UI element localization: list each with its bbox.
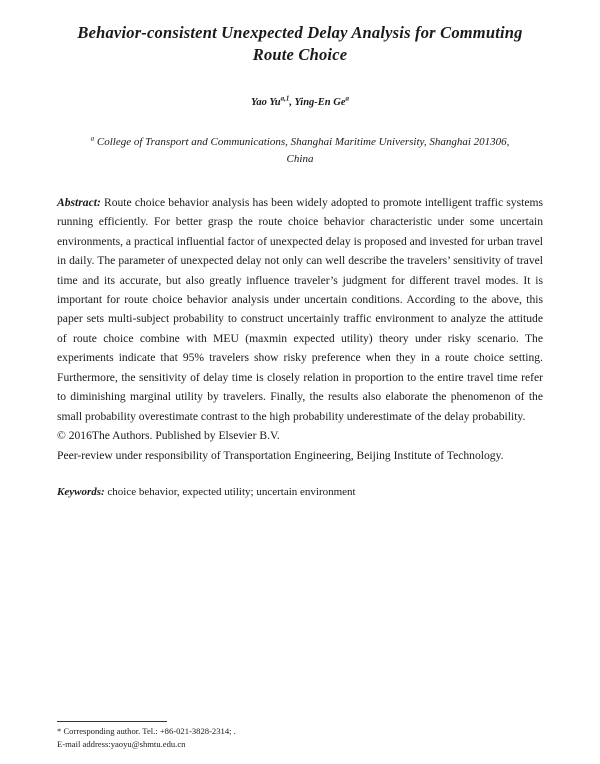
keywords-label: Keywords: xyxy=(57,486,105,499)
corresponding-author-note: * Corresponding author. Tel.: +86-021-3828-2314; . xyxy=(57,726,236,737)
affiliation-line xyxy=(57,134,543,168)
copyright-line: © 2016The Authors. Published by Elsevier B.V. xyxy=(57,429,280,443)
paper-title: Behavior-consistent Unexpected Delay Analysis for Commuting Route Choice xyxy=(77,23,523,65)
author-separator: , xyxy=(289,96,295,108)
footnote-divider xyxy=(57,721,167,722)
author-1-name: Yao Yu xyxy=(250,96,281,108)
author-2-name: Ying-En Ge xyxy=(294,96,346,108)
author-1-affiliation-mark: a,1 xyxy=(280,94,290,103)
abstract-body: Route choice behavior analysis has been widely adopted to promote intelligent traffic systems running efficiently. For better grasp the route choice behavior characteristic under some uncertain environments, a practical influential factor of unexpected delay is proposed and invested for urban travel in daily. The parameter of unexpected delay not only can well describe the travelers’ sensitivity of travel time and its accurate, but also greatly influence traveler’s judgment for different travel modes. It is important for route choice behavior analysis under uncertain conditions. According to the above, this paper sets multi-subject probability to construct uncertainly traffic environment to analyze the attitude of route choice combine with MEU (maxmin expected utility) theory under risky scenario. The experiments indicate that 95% travelers show risky preference when they in a route choice setting. Furthermore, the sensitivity of delay time is closely relation in proportion to the entire travel time refer to diminishing marginal utility by travelers. Finally, the results also elaborate the phenomenon of the small probability overestimate contrast to the high probability underestimate of the delay probability. xyxy=(57,195,543,423)
keywords-line xyxy=(57,484,543,502)
author-line xyxy=(57,94,543,108)
email-address-note: E-mail address:yaoyu@shmtu.edu.cn xyxy=(57,738,186,749)
peer-review-line: Peer-review under responsibility of Transportation Engineering, Beijing Institute of Technology. xyxy=(57,448,504,462)
affiliation-mark: a xyxy=(90,133,95,142)
abstract-label: Abstract: xyxy=(57,195,101,209)
author-2-affiliation-mark: a xyxy=(345,94,350,103)
keywords-text: choice behavior, expected utility; uncertain environment xyxy=(104,486,356,499)
abstract-section xyxy=(57,193,543,466)
footnote-block xyxy=(57,721,543,750)
affiliation-text: College of Transport and Communications, Shanghai Maritime University, Shanghai 201306, China xyxy=(94,135,510,165)
